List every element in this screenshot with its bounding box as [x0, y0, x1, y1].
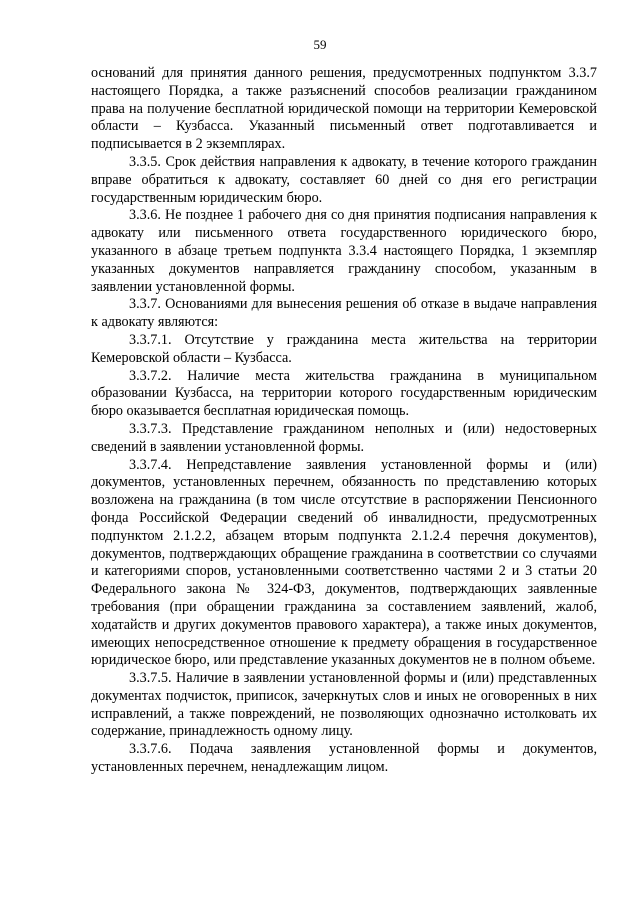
page-number: 59 — [313, 37, 327, 52]
paragraph-3-3-5: 3.3.5. Срок действия направления к адвокату, в течение которого гражданин вправе обратиться к адвокату, составляет 60 дней со дня его регистрации государственным юридическим бюро. — [91, 153, 597, 206]
paragraph-3-3-7-3: 3.3.7.3. Представление гражданином неполных и (или) недостоверных сведений в заявлении установленной формы. — [91, 420, 597, 455]
paragraph-continuation: оснований для принятия данного решения, предусмотренных подпунктом 3.3.7 настоящего Порядка, а также разъяснений способов реализации гражданином права на получение бесплатной юридической помощи на территории Кемеровской области – Кузбасса. Указанный письменный ответ подготавливается и подписывается в 2 экземплярах. — [91, 65, 597, 153]
paragraph-3-3-7-1: 3.3.7.1. Отсутствие у гражданина места жительства на территории Кемеровской области – Кузбасса. — [91, 331, 597, 366]
paragraph-3-3-6: 3.3.6. Не позднее 1 рабочего дня со дня принятия подписания направления к адвокату или письменного ответа государственного юридического бюро, указанного в абзаце третьем подпункта 3.3.4 настоящего Порядка, 1 экземпляр указанных документов направляется гражданину способом, указанным в заявлении установленной формы. — [91, 207, 597, 295]
paragraph-3-3-7-5: 3.3.7.5. Наличие в заявлении установленной формы и (или) представленных документах подчисток, приписок, зачеркнутых слов и иных не оговоренных в них исправлений, а также повреждений, не позволяющих однозначно истолковать их содержание, принадлежность одному лицу. — [91, 670, 597, 740]
body-text — [91, 65, 597, 777]
paragraph-3-3-7-6: 3.3.7.6. Подача заявления установленной формы и документов, установленных перечнем, ненадлежащим лицом. — [91, 741, 597, 776]
paragraph-3-3-7-4: 3.3.7.4. Непредставление заявления установленной формы и (или) документов, установленных перечнем, обязанность по представлению которых возложена на гражданина (в том числе отсутствие в распоряжении Пенсионного фонда Российской Федерации сведений об инвалидности, предусмотренных подпунктом 2.1.2.2, абзацем вторым подпункта 2.1.2.4 перечня документов), документов, подтверждающих обращение гражданина в соответствии со случаями и категориями споров, установленными соответственно частями 2 и 3 статьи 20 Федерального закона № 324-ФЗ, документов, подтверждающих заявленные требования (при обращении гражданина за составлением заявлений, жалоб, ходатайств и других документов правового характера), а также иных документов, имеющих непосредственное отношение к предмету обращения в государственное юридическое бюро, или представление указанных документов не в полном объеме. — [91, 456, 597, 669]
paragraph-3-3-7: 3.3.7. Основаниями для вынесения решения об отказе в выдаче направления к адвокату являются: — [91, 296, 597, 331]
paragraph-3-3-7-2: 3.3.7.2. Наличие места жительства гражданина в муниципальном образовании Кузбасса, на территории которого государственным юридическим бюро оказывается бесплатная юридическая помощь. — [91, 367, 597, 420]
